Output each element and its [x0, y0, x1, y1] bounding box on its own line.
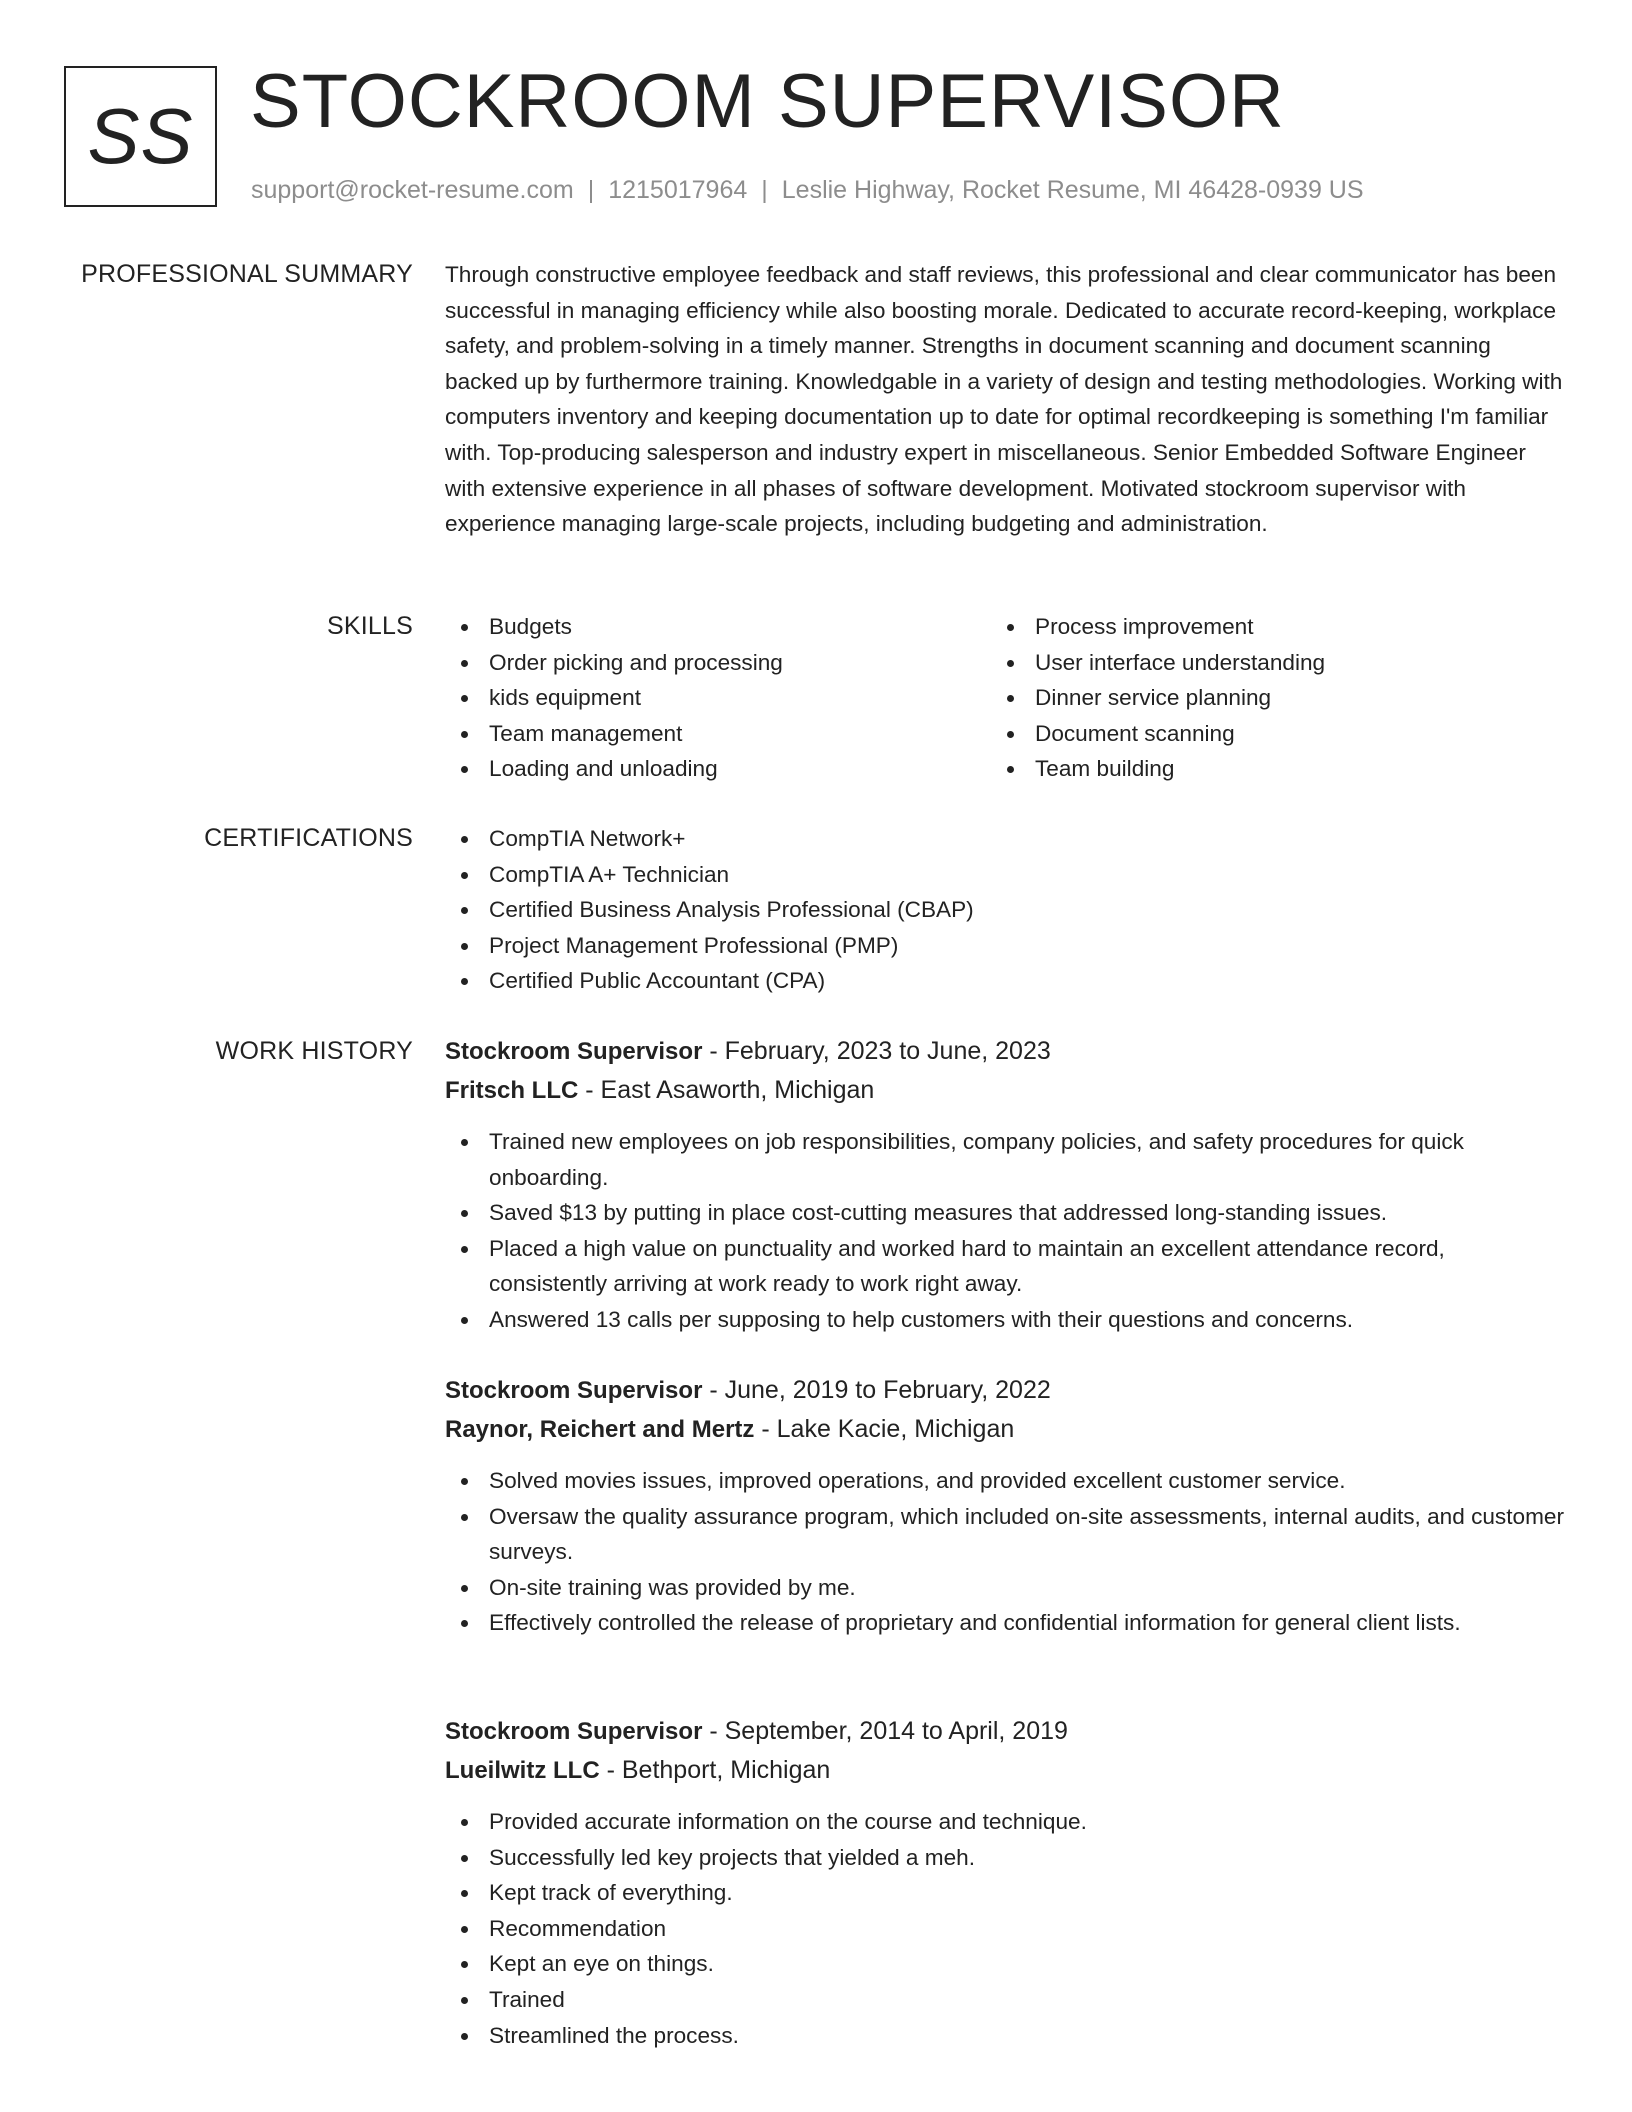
list-item: Certified Public Accountant (CPA) — [445, 963, 1565, 999]
list-item: Dinner service planning — [991, 680, 1537, 716]
list-item: Team management — [445, 716, 991, 752]
list-item: Recommendation — [445, 1911, 1565, 1947]
summary-section — [445, 257, 1565, 542]
job-entry — [445, 1712, 1565, 2053]
list-item: Successfully led key projects that yielded a meh. — [445, 1840, 1565, 1876]
job-bullets — [445, 1124, 1565, 1338]
skills-section — [445, 609, 1565, 787]
contact-line — [251, 174, 1364, 206]
job-title: Stockroom Supervisor — [445, 1377, 703, 1404]
list-item: Trained — [445, 1982, 1565, 2018]
list-item: Trained new employees on job responsibilities, company policies, and safety procedures for quick onboarding. — [445, 1124, 1565, 1195]
list-item: Budgets — [445, 609, 991, 645]
job-title-line — [445, 1712, 1565, 1751]
list-item: User interface understanding — [991, 645, 1537, 681]
monogram-text: SS — [87, 92, 194, 180]
job-dates: - September, 2014 to April, 2019 — [702, 1717, 1068, 1745]
contact-address: Leslie Highway, Rocket Resume, MI 46428-0939 US — [781, 176, 1364, 204]
list-item: CompTIA A+ Technician — [445, 857, 1565, 893]
list-item: On-site training was provided by me. — [445, 1570, 1565, 1606]
resume-title: STOCKROOM SUPERVISOR — [250, 59, 1285, 144]
job-company: Raynor, Reichert and Mertz — [445, 1416, 755, 1443]
certifications-list — [445, 821, 1565, 999]
list-item: Team building — [991, 751, 1537, 787]
list-item: Loading and unloading — [445, 751, 991, 787]
list-item: Process improvement — [991, 609, 1537, 645]
list-item: Order picking and processing — [445, 645, 991, 681]
job-title: Stockroom Supervisor — [445, 1038, 703, 1065]
section-label-work-history: WORK HISTORY — [215, 1037, 413, 1065]
contact-separator: | — [761, 176, 768, 204]
list-item: kids equipment — [445, 680, 991, 716]
job-bullets — [445, 1463, 1565, 1641]
list-item: Provided accurate information on the course and technique. — [445, 1804, 1565, 1840]
job-dates: - June, 2019 to February, 2022 — [702, 1376, 1051, 1404]
list-item: Oversaw the quality assurance program, which included on-site assessments, internal audits, and customer surveys. — [445, 1499, 1565, 1570]
skills-list-left — [445, 609, 991, 787]
list-item: Placed a high value on punctuality and worked hard to maintain an excellent attendance record, consistently arriving at work ready to work right away. — [445, 1231, 1565, 1302]
list-item: Kept an eye on things. — [445, 1946, 1565, 1982]
job-company-line — [445, 1410, 1565, 1449]
job-location: - Lake Kacie, Michigan — [754, 1415, 1015, 1443]
job-bullets — [445, 1804, 1565, 2053]
list-item: Certified Business Analysis Professional (CBAP) — [445, 892, 1565, 928]
contact-separator: | — [587, 176, 595, 204]
job-dates: - February, 2023 to June, 2023 — [702, 1037, 1051, 1065]
job-company: Lueilwitz LLC — [445, 1757, 600, 1784]
section-label-skills: SKILLS — [327, 612, 413, 640]
list-item: CompTIA Network+ — [445, 821, 1565, 857]
list-item: Kept track of everything. — [445, 1875, 1565, 1911]
job-company: Fritsch LLC — [445, 1077, 579, 1104]
certifications-section — [445, 821, 1565, 999]
job-location: - East Asaworth, Michigan — [578, 1076, 875, 1104]
list-item: Streamlined the process. — [445, 2018, 1565, 2054]
list-item: Solved movies issues, improved operations, and provided excellent customer service. — [445, 1463, 1565, 1499]
monogram-badge — [64, 66, 217, 207]
list-item: Saved $13 by putting in place cost-cutting measures that addressed long-standing issues. — [445, 1195, 1565, 1231]
contact-phone[interactable]: 1215017964 — [608, 176, 748, 204]
job-title-line — [445, 1371, 1565, 1410]
skills-list-right — [991, 609, 1537, 787]
job-title-line — [445, 1032, 1565, 1071]
job-company-line — [445, 1751, 1565, 1790]
list-item: Answered 13 calls per supposing to help customers with their questions and concerns. — [445, 1302, 1565, 1338]
summary-text: Through constructive employee feedback and staff reviews, this professional and clear communicator has been successful in managing efficiency while also boosting morale. Dedicated to accurate record-keeping, workplace safety, and problem-solving in a timely manner. Strengths in document scanning and document scanning backed up by furthermore training. Knowledgable in a variety of design and testing methodologies. Working with computers inventory and keeping documentation up to date for optimal recordkeeping is something I'm familiar with. Top-producing salesperson and industry expert in miscellaneous. Senior Embedded Software Engineer with extensive experience in all phases of software development. Motivated stockroom supervisor with experience managing large-scale projects, including budgeting and administration. — [445, 262, 1563, 537]
section-label-certifications: CERTIFICATIONS — [204, 824, 413, 852]
job-title: Stockroom Supervisor — [445, 1718, 703, 1745]
job-entry — [445, 1032, 1565, 1338]
job-location: - Bethport, Michigan — [599, 1756, 831, 1784]
job-entry — [445, 1371, 1565, 1641]
section-label-summary: PROFESSIONAL SUMMARY — [81, 260, 413, 288]
list-item: Project Management Professional (PMP) — [445, 928, 1565, 964]
job-company-line — [445, 1071, 1565, 1110]
list-item: Document scanning — [991, 716, 1537, 752]
contact-email[interactable]: support@rocket-resume.com — [251, 176, 574, 204]
list-item: Effectively controlled the release of proprietary and confidential information for general client lists. — [445, 1605, 1565, 1641]
